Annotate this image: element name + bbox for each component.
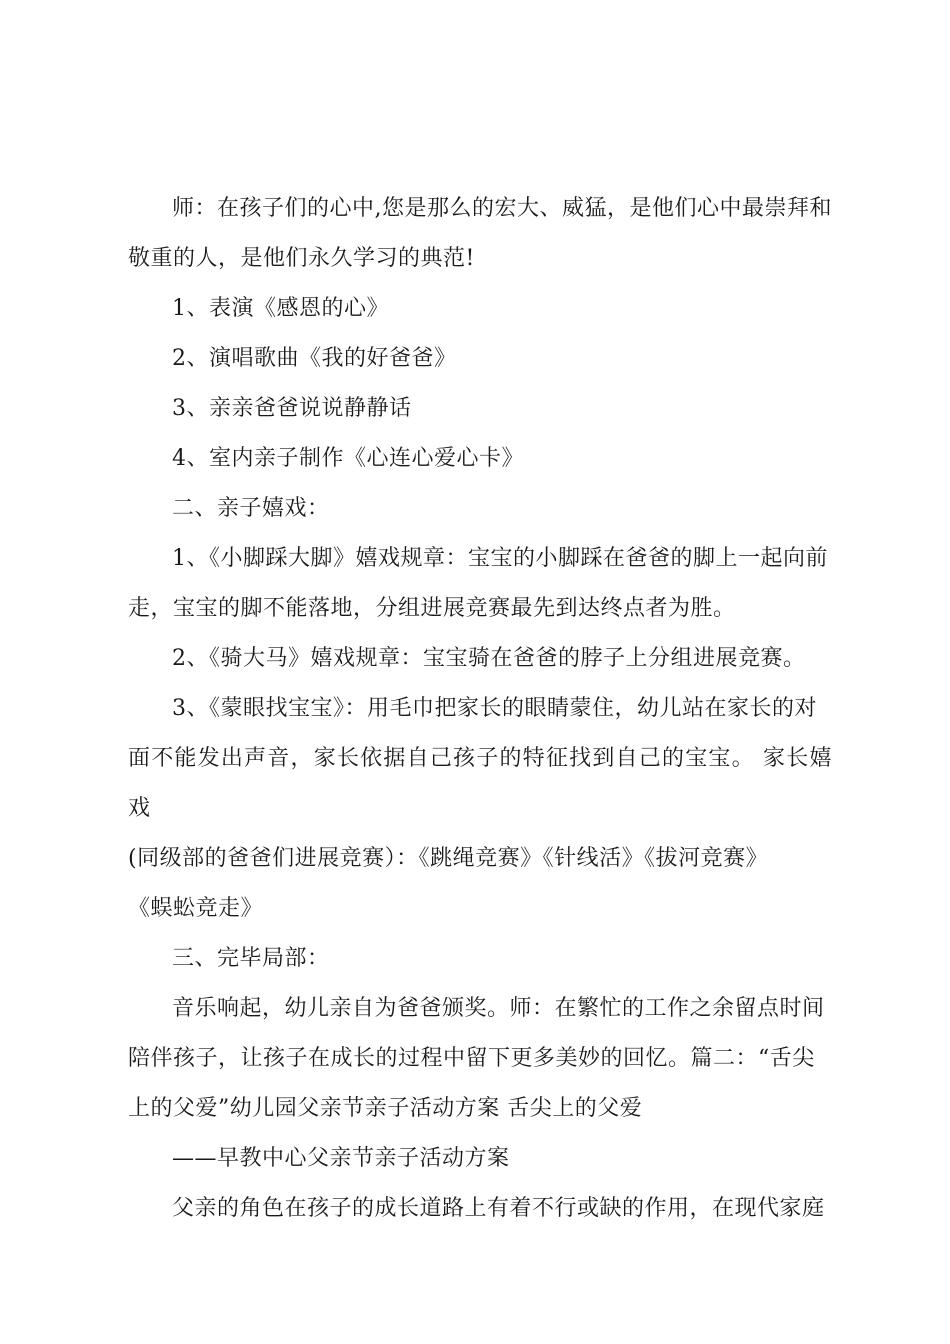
text-line: (同级部的爸爸们进展竞赛）：《跳绳竞赛》《针线活》《拔河竞赛》 — [128, 846, 769, 871]
list-item-2 — [128, 334, 832, 384]
paragraph-teacher-intro — [128, 184, 832, 284]
text-line: 敬重的人，是他们永久学习的典范! — [128, 246, 475, 271]
text-line: 1、表演《感恩的心》 — [172, 296, 389, 321]
text-line: 3、亲亲爸爸说说静静话 — [172, 396, 412, 421]
text-line: 走，宝宝的脚不能落地，分组进展竞赛最先到达终点者为胜。 — [128, 596, 736, 621]
text-line: 父亲的角色在孩子的成长道路上有着不行或缺的作用，在现代家庭 — [172, 1196, 825, 1221]
text-line: 4、室内亲子制作《心连心爱心卡》 — [172, 446, 524, 471]
text-line: 三、完毕局部： — [172, 946, 330, 971]
text-line: 师：在孩子们的心中,您是那么的宏大、威猛，是他们心中最崇拜和 — [172, 196, 832, 221]
text-line: 音乐响起，幼儿亲自为爸爸颁奖。师：在繁忙的工作之余留点时间 — [172, 996, 825, 1021]
section-heading-2 — [128, 484, 832, 534]
text-line: 面不能发出声音，家长依据自己孩子的特征找到自己的宝宝。 家长嬉戏 — [128, 746, 832, 821]
paragraph-closing — [128, 984, 832, 1134]
text-line: 3、《蒙眼找宝宝》：用毛巾把家长的眼睛蒙住，幼儿站在家长的对 — [172, 696, 817, 721]
list-item-1 — [128, 284, 832, 334]
list-item-3 — [128, 384, 832, 434]
text-line: ——早教中心父亲节亲子活动方案 — [172, 1146, 510, 1171]
text-line: 上的父爱”幼儿园父亲节亲子活动方案 舌尖上的父爱 — [128, 1096, 643, 1121]
text-line: 二、亲子嬉戏： — [172, 496, 330, 521]
game-item-1 — [128, 534, 832, 634]
text-line: 2、演唱歌曲《我的好爸爸》 — [172, 346, 457, 371]
game-item-2 — [128, 634, 832, 684]
game-item-3 — [128, 684, 832, 934]
text-line: 2、《骑大马》嬉戏规章：宝宝骑在爸爸的脖子上分组进展竞赛。 — [172, 646, 806, 671]
text-line: 《蜈蚣竞走》 — [128, 896, 264, 921]
text-line: 1、《小脚踩大脚》嬉戏规章：宝宝的小脚踩在爸爸的脚上一起向前 — [172, 546, 828, 571]
paragraph-father-role — [128, 1184, 832, 1234]
subtitle-line — [128, 1134, 832, 1184]
text-line: 陪伴孩子，让孩子在成长的过程中留下更多美妙的回忆。篇二：“舌尖 — [128, 1046, 815, 1071]
list-item-4 — [128, 434, 832, 484]
document-body — [128, 184, 832, 1234]
section-heading-3 — [128, 934, 832, 984]
